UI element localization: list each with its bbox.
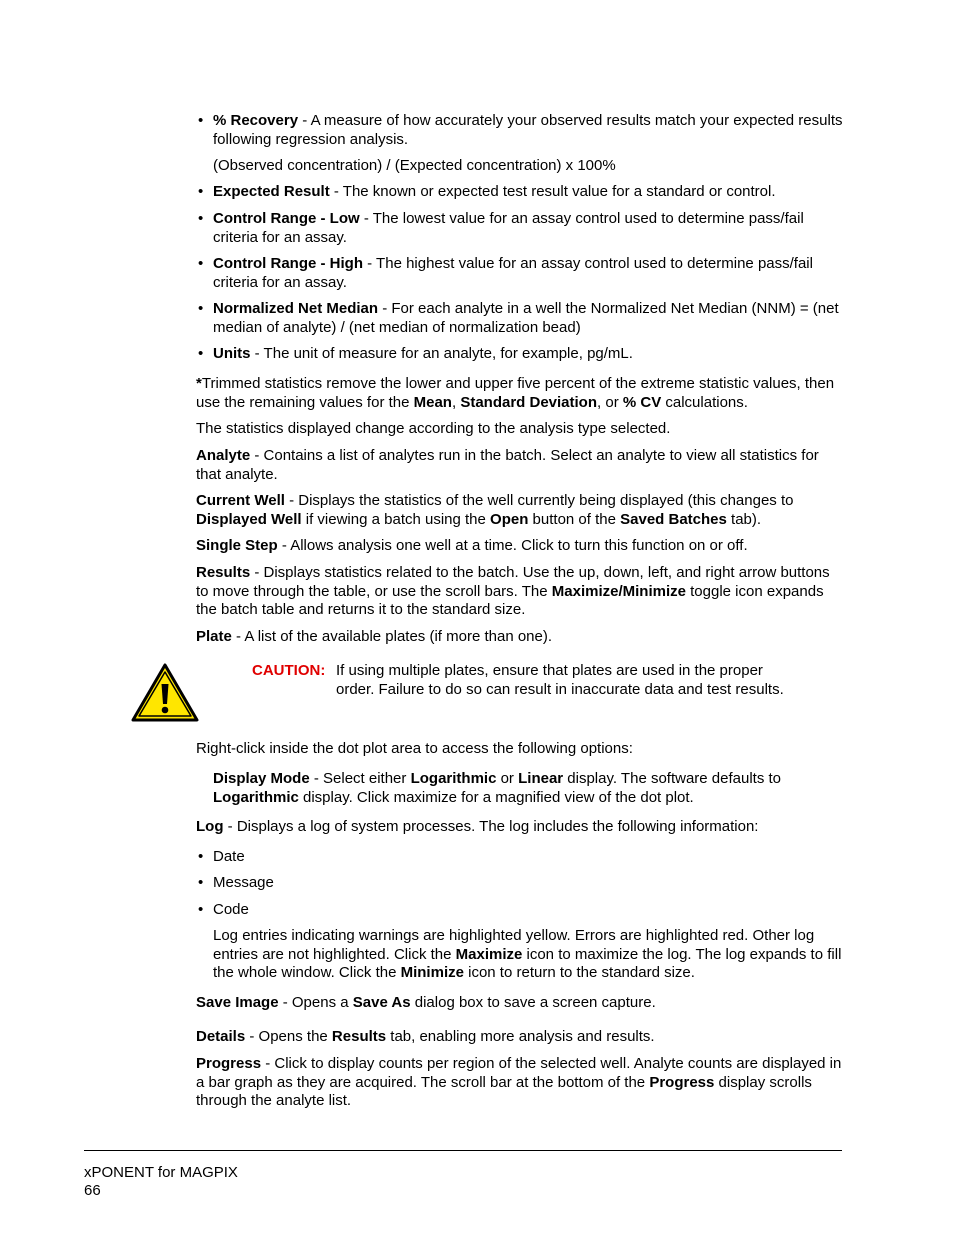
log-item: Message: [213, 874, 274, 891]
bullet-marker: •: [198, 300, 204, 317]
trimmed-stats-note: *Trimmed statistics remove the lower and upper five percent of the extreme statistic values, then use the remaining values for the Mean, Standard Deviation, or % CV calculations.: [196, 375, 835, 411]
stats-change-note: The statistics displayed change according to the analysis type selected.: [196, 420, 671, 437]
bullet-item-units: Units - The unit of measure for an analyte, for example, pg/mL.: [213, 345, 633, 362]
bullet-marker: •: [198, 210, 204, 227]
results-desc: Results - Displays statistics related to the batch. Use the up, down, left, and right arrow buttons to move through the table, or use the scroll bars. The Maximize/Minimize toggle icon expands the batch table and returns it to the standard size.: [196, 564, 830, 619]
current-well-desc: Current Well - Displays the statistics of the well currently being displayed (this changes to Displayed Well if viewing a batch using the Open button of the Saved Batches tab).: [196, 492, 794, 528]
caution-text: If using multiple plates, ensure that plates are used in the proper order. Failure to do so can result in inaccurate data and test results.: [336, 662, 784, 698]
footer-divider: [84, 1150, 842, 1151]
bullet-marker: •: [198, 874, 204, 891]
save-image-desc: Save Image - Opens a Save As dialog box to save a screen capture.: [196, 994, 656, 1011]
log-entries-desc: Log entries indicating warnings are highlighted yellow. Errors are highlighted red. Other log entries are not highlighted. Click the Maximize icon to maximize the log. The log expands to fill the whole window. Click the Minimize icon to return to the standard size.: [213, 927, 842, 982]
bullet-marker: •: [198, 345, 204, 362]
bullet-marker: •: [198, 112, 204, 129]
bullet-item-expected-result: Expected Result - The known or expected test result value for a standard or control.: [213, 183, 776, 200]
plate-desc: Plate - A list of the available plates (if more than one).: [196, 628, 553, 645]
warning-triangle-graphic: [131, 663, 199, 723]
right-click-note: Right-click inside the dot plot area to access the following options:: [196, 740, 633, 757]
log-item: Code: [213, 901, 249, 918]
bullet-item-control-range-low: Control Range - Low - The lowest value for an assay control used to determine pass/fail criteria for an assay.: [213, 210, 804, 246]
bullet-item-normalized-net-median: Normalized Net Median - For each analyte in a well the Normalized Net Median (NNM) = (net median of analyte) / (net median of normalization bead): [213, 300, 839, 336]
footer-page-number: 66: [84, 1182, 101, 1199]
recovery-formula: (Observed concentration) / (Expected concentration) x 100%: [213, 157, 616, 174]
analyte-desc: Analyte - Contains a list of analytes run in the batch. Select an analyte to view all statistics for that analyte.: [196, 447, 819, 483]
log-item: Date: [213, 848, 245, 865]
log-desc: Log - Displays a log of system processes. The log includes the following information:: [196, 818, 759, 835]
bullet-marker: •: [198, 183, 204, 200]
footer-product: xPONENT for MAGPIX: [84, 1164, 238, 1181]
bullet-item-recovery: % Recovery - A measure of how accurately your observed results match your expected results following regression analysis.: [213, 112, 843, 148]
caution-label: CAUTION:: [252, 662, 326, 679]
warning-triangle-icon: [131, 663, 199, 723]
display-mode-desc: Display Mode - Select either Logarithmic or Linear display. The software defaults to Logarithmic display. Click maximize for a magnified view of the dot plot.: [213, 770, 782, 806]
bullet-marker: •: [198, 901, 204, 918]
details-desc: Details - Opens the Results tab, enabling more analysis and results.: [196, 1028, 655, 1045]
single-step-desc: Single Step - Allows analysis one well at a time. Click to turn this function on or off.: [196, 537, 748, 554]
bullet-marker: •: [198, 848, 204, 865]
progress-desc: Progress - Click to display counts per region of the selected well. Analyte counts are displayed in a bar graph as they are acquired. The scroll bar at the bottom of the Progress display scrolls through the analyte list.: [196, 1055, 842, 1110]
bullet-item-control-range-high: Control Range - High - The highest value for an assay control used to determine pass/fail criteria for an assay.: [213, 255, 813, 291]
bullet-marker: •: [198, 255, 204, 272]
